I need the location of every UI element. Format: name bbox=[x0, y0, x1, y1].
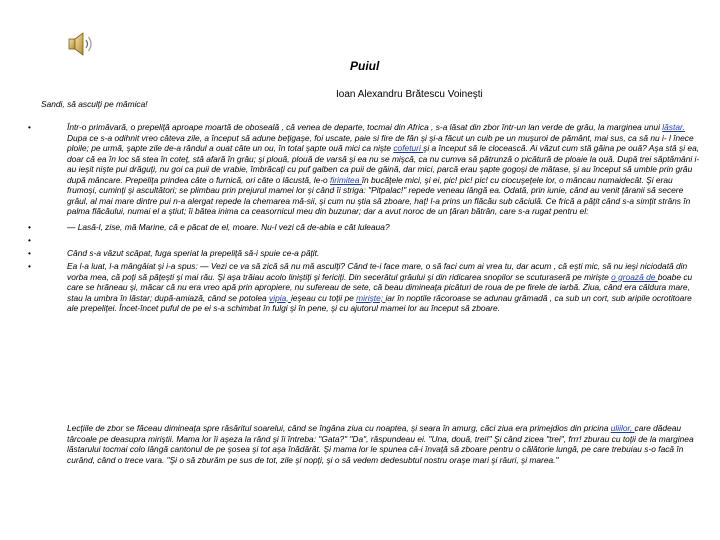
story-title: Puiul bbox=[350, 59, 380, 73]
text-segment: ieşeau cu toţii pe bbox=[290, 292, 357, 303]
text-segment: Într-o primăvară, o prepeliţă aproape moartă de oboseală , că venea de departe, tocmai din Africa , s-a lăsat din zbor într-un lan verde de grâu, la marginea unui bbox=[67, 122, 663, 132]
text-segment: în bucăţele mici, şi ei, pic! pic! pic! cu ciocuşeţele lor, o mâncau numaidecât. Şi erau frumoşi, cuminţi şi ascultători; se plimbau prin prejurul mamei lor şi când îi striga: "Pitpalac!" repede veneau lângă ea. Odată, prin iunie, când au venit ţăranii să secere grâul, al mai mare dintre pui n-a alergat repede la chemarea mă-sii, şi cum nu ştia să zboare, haţ! l-a prins un flăcău sub căciulă. Ce frică a păţit când s-a simţit strâns în palma flăcăului, numai el a ştiut; îi bătea inima ca ceasornicul meu din buzunar; dar a avut noroc de un ţăran bătrân, care s-a rugat pentru el: bbox=[67, 174, 691, 216]
text-segment: şi a început să le clocească. Ai văzut cum stă găina pe ouă? Aşa stă şi ea, doar că ea în loc să stea în coteţ, stă afară în grâu; şi plouă, plouă de varsă şi ea nu se mişcă, ca nu cumva să pătrunză o picătură de ploaie la ouă. După trei săptămâni i-au ieşit nişte pui drăguţi, nu goi ca puii de vrabie, îmbrăcaţi cu puf galben ca puii de găină, dar mici, parcă erau şapte gogoşi de mătase, şi au început să umble prin grâu după mâncare. Prepeliţa prindea câte o furnică, ori câte o lăcustă, le-o bbox=[67, 143, 700, 185]
closing-paragraph bbox=[67, 423, 697, 466]
text-segment: boabe cu care se hrăneau şi, măcar că nu era vreo apă prin apropiere, nu sufereau de sete, că beau dimineaţa picături de roua de pe firele de iarbă. Ziua, când era căldura mare, stau la umbra în lăstar; după-amiază, când se potolea bbox=[67, 271, 693, 303]
word-link-miriste[interactable]: mirişte; bbox=[356, 292, 386, 303]
word-link-lastar[interactable]: lăstar. bbox=[662, 122, 685, 132]
story-paragraph-1 bbox=[28, 122, 700, 217]
text-segment: Dupa ce s-a odihnit vreo câteva zile, a început să adune beţigaşe, foi uscate, paie si fire de fân şi şi-a făcut un cuib pe un muşuroi de pământ, mai sus, ca să nu i- l înece ploile; pe urmă, şapte zile de-a rândul a ouat câte un ou, în total şapte ouă mici ca nişte bbox=[67, 132, 694, 153]
story-author: Ioan Alexandru Brătescu Voineşti bbox=[336, 89, 483, 100]
story-paragraph-5 bbox=[28, 261, 700, 314]
word-link-cofeturi[interactable]: cofeturi bbox=[393, 143, 424, 153]
word-link-firimitea[interactable]: firimitea bbox=[330, 174, 362, 185]
story-paragraph-2 bbox=[28, 222, 700, 233]
dialogue-line: — Lasă-l, zise, mă Marine, că e păcat de el, moare. Nu-l vezi că de-abia e cât luleaua? bbox=[67, 221, 390, 232]
text-segment: Ea l-a luat, l-a mângâiat şi i-a spus: — Vezi ce va să zică să nu mă asculţi? Când te-i face mare, o să faci cum ai vrea tu, dar acum , că eşti mic, să nu ieşi niciodată din vorba mea, că poţi să păţeşti şi mai rău. Şi aşa trăiau acolo liniştiţi şi fericiţi. Din secerătul grâului şi din ridicarea snopilor se scuturaseră pe mirişte bbox=[67, 261, 688, 282]
story-list bbox=[28, 122, 700, 314]
word-link-o-groaza-de[interactable]: o groază de bbox=[611, 271, 658, 282]
word-link-vipia[interactable]: vipia, bbox=[269, 292, 291, 303]
speaker-icon[interactable] bbox=[66, 30, 96, 58]
text-segment: iar în noptile răcoroase se adunau grămadă , ca sub un cort, sub aripile ocrotitoare ale prepeliţei. Încet-încet puful de pe ei s-a schimbat în fulgi şi în pene, şi cu ajutorul mamei lor au început să zboare. bbox=[67, 292, 692, 313]
word-link-uliilor[interactable]: uliilor, bbox=[610, 423, 635, 433]
text-segment: care dădeau târcoale pe deasupra miriştii. Mama lor îi aşeza la rând şi îi întreba: "Gata?" "Da", răspundeau ei. "Una, două, trei!" Şi când zicea "trei", frrr! zburau cu toţii de la marginea lăstarului tocmai colo lângă cantonul de pe şosea şi tot aşa înădărăt. Şi mama lor le spunea că-i învaţă să zboare pentru o călătorie lungă, pe care trebuiau s-o facă în curând, când o trece vara. "Şi o să zburăm pe sus de tot, zile şi nopţi, şi o să vedem dedesubtul nostru oraşe mari şi râuri, şi marea." bbox=[67, 423, 694, 466]
story-paragraph-4 bbox=[28, 248, 700, 259]
story-paragraph-3 bbox=[28, 235, 700, 246]
story-intro: Sandi, să asculţi pe mămica! bbox=[41, 99, 148, 109]
text-segment: Lecţiile de zbor se făceau dimineaţa spre răsăritul soarelui, când se îngâna ziua cu noaptea, şi seara în amurg, căci ziua era primejdios din pricina bbox=[67, 423, 611, 433]
text-segment: Când s-a văzut scăpat, fuga speriat la prepeliţă să-i spuie ce-a păţit. bbox=[67, 247, 320, 258]
